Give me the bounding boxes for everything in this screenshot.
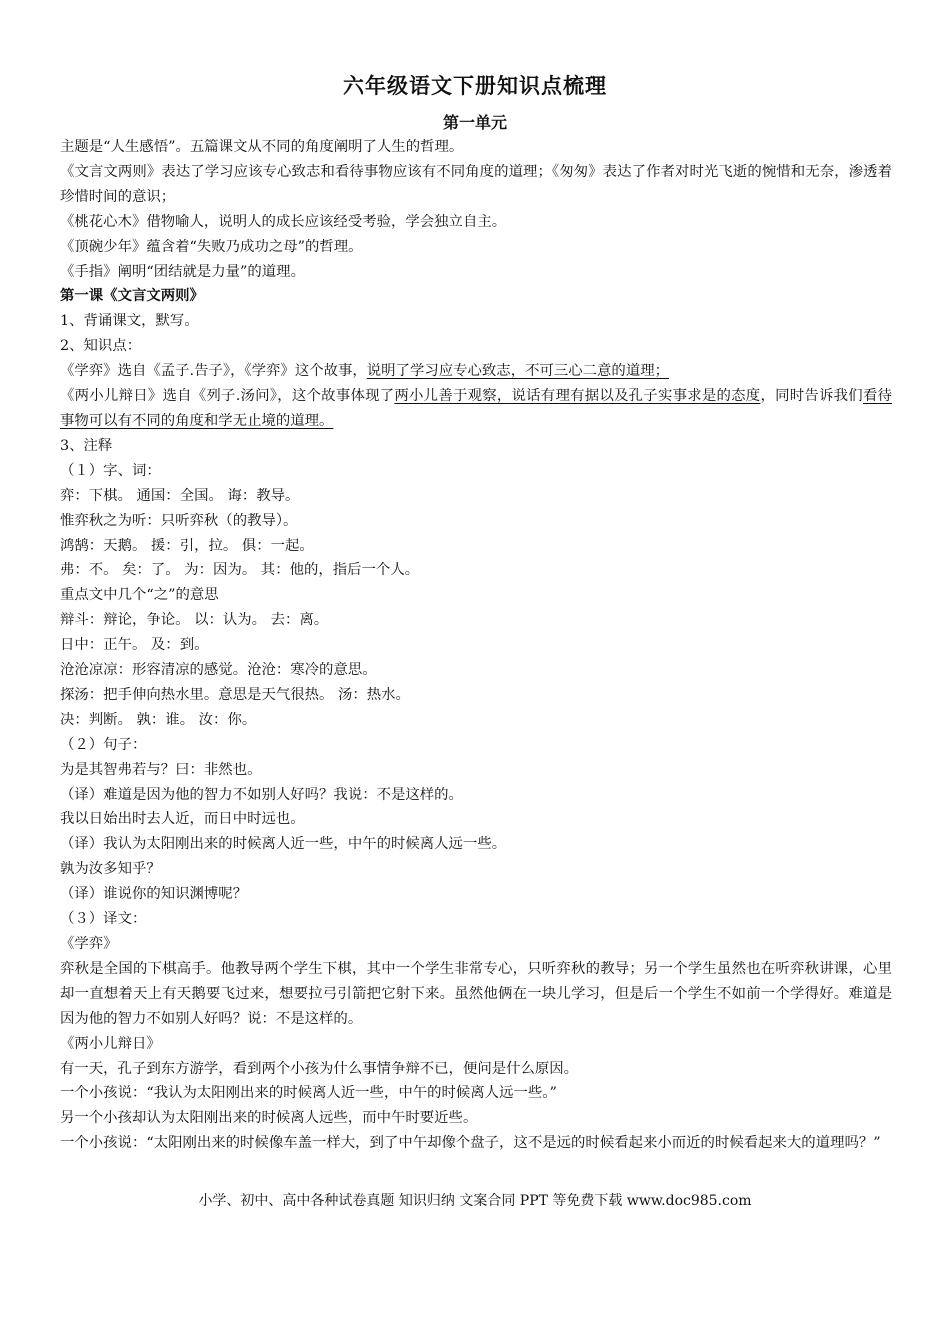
vocab-line: 辩斗：辩论，争论。 以：认为。 去：离。 — [60, 612, 329, 629]
page-title: 六年级语文下册知识点梳理 — [343, 73, 607, 98]
sentence-line: 我以日始出时去人近，而日中时远也。 — [60, 811, 305, 828]
translation-heading: 《两小儿辩日》 — [60, 1035, 161, 1052]
sentence-line: 孰为汝多知乎？ — [60, 861, 161, 878]
vocab-line: 探汤：把手伸向热水里。意思是天气很热。 汤：热水。 — [60, 686, 410, 703]
translation-heading: 《学弈》 — [60, 936, 118, 952]
knowledge-text: 《两小儿辩日》选自《列子.汤问》，这个故事体现了 — [60, 388, 395, 405]
lesson-title: 第一课《文言文两则》 — [60, 287, 204, 305]
text-line: 1、背诵课文，默写。 — [60, 313, 199, 330]
translation-paragraph: 有一天，孔子到东方游学，看到两个小孩为什么事情争辩不已，便问是什么原因。 — [60, 1060, 579, 1077]
translation-paragraph: 另一个小孩却认为太阳刚出来的时候离人远些，而中午时要近些。 — [60, 1110, 478, 1127]
vocab-line: 日中：正午。 及：到。 — [60, 637, 209, 654]
vocab-line: 沧沧凉凉：形容清凉的感觉。沧沧：寒冷的意思。 — [60, 662, 377, 679]
intro-line: 《顶碗少年》蕴含着“失败乃成功之母”的哲理。 — [60, 238, 363, 255]
text-line: 2、知识点： — [60, 338, 142, 355]
unit-title: 第一单元 — [442, 113, 507, 132]
intro-line: 《手指》阐明“团结就是力量”的道理。 — [60, 263, 305, 280]
intro-line: 《文言文两则》表达了学习应该专心致志和看待事物应该有不同角度的道理；《匆匆》表达了作者对时光飞逝的惋惜和无奈，渗透着珍惜时间的意识； — [60, 163, 892, 205]
vocab-line: 惟弈秋之为听：只听弈秋（的教导）。 — [60, 512, 298, 529]
vocab-line: 重点文中几个“之”的意思 — [60, 587, 219, 604]
intro-line: 主题是“人生感悟”。五篇课文从不同的角度阐明了人生的哲理。 — [60, 139, 464, 155]
knowledge-point — [60, 384, 892, 434]
sentence-line: 为是其智弗若与？曰：非然也。 — [60, 761, 262, 778]
vocab-line: 弈：下棋。 通国：全国。 诲：教导。 — [60, 487, 300, 504]
translation-paragraph: 弈秋是全国的下棋高手。他教导两个学生下棋，其中一个学生非常专心，只听弈秋的教导；另一个学生虽然也在听弈秋讲课，心里却一直想着天上有天鹅要飞过来，想要拉弓引箭把它射下来。虽然他俩在一块儿学习，但是后一个学生不如前一个学得好。难道是因为他的智力不如别人好吗？说：不是这样的。 — [60, 960, 892, 1027]
translation-paragraph: 一个小孩说：“我认为太阳刚出来的时候离人近一些，中午的时候离人远一些。” — [60, 1085, 557, 1102]
subsection-heading: （１）字、词： — [60, 462, 161, 479]
subsection-heading: （２）句子： — [60, 736, 147, 753]
subsection-heading: （３）译文： — [60, 911, 147, 928]
translation-line: （译）难道是因为他的智力不如别人好吗？我说：不是这样的。 — [60, 786, 463, 803]
text-line: 3、注释 — [60, 437, 113, 454]
knowledge-text: 《学弈》选自《孟子.告子》，《学弈》这个故事， — [60, 363, 367, 380]
vocab-line: 弗：不。 矣：了。 为：因为。 其：他的，指后一个人。 — [60, 562, 420, 579]
intro-line: 《桃花心木》借物喻人，说明人的成长应该经受考验，学会独立自主。 — [60, 213, 507, 230]
translation-line: （译）谁说你的知识渊博呢？ — [60, 886, 248, 903]
translation-paragraph: 一个小孩说：“太阳刚出来的时候像车盖一样大，到了中午却像个盘子，这不是远的时候看起来小而近的时候看起来大的道理吗？” — [60, 1135, 881, 1152]
underlined-text: 两小儿善于观察，说话有理有据以及孔子实事求是的态度 — [394, 388, 761, 405]
translation-line: （译）我认为太阳刚出来的时候离人近一些，中午的时候离人远一些。 — [60, 836, 507, 853]
knowledge-text: ，同时告诉我们 — [760, 388, 863, 405]
underlined-text: 看待事物可以有不同的角度和学无止境的道理。 — [60, 388, 892, 429]
knowledge-point — [60, 359, 892, 384]
vocab-line: 决：判断。 孰：谁。 汝：你。 — [60, 711, 257, 728]
document-body — [60, 135, 892, 1156]
vocab-line: 鸿鹄：天鹅。 援：引，拉。 俱：一起。 — [60, 537, 314, 554]
page-footer: 小学、初中、高中各种试卷真题 知识归纳 文案合同 PPT 等免费下载 www.doc985.com — [198, 1193, 752, 1209]
underlined-text: 说明了学习应专心致志，不可三心二意的道理； — [366, 363, 669, 380]
